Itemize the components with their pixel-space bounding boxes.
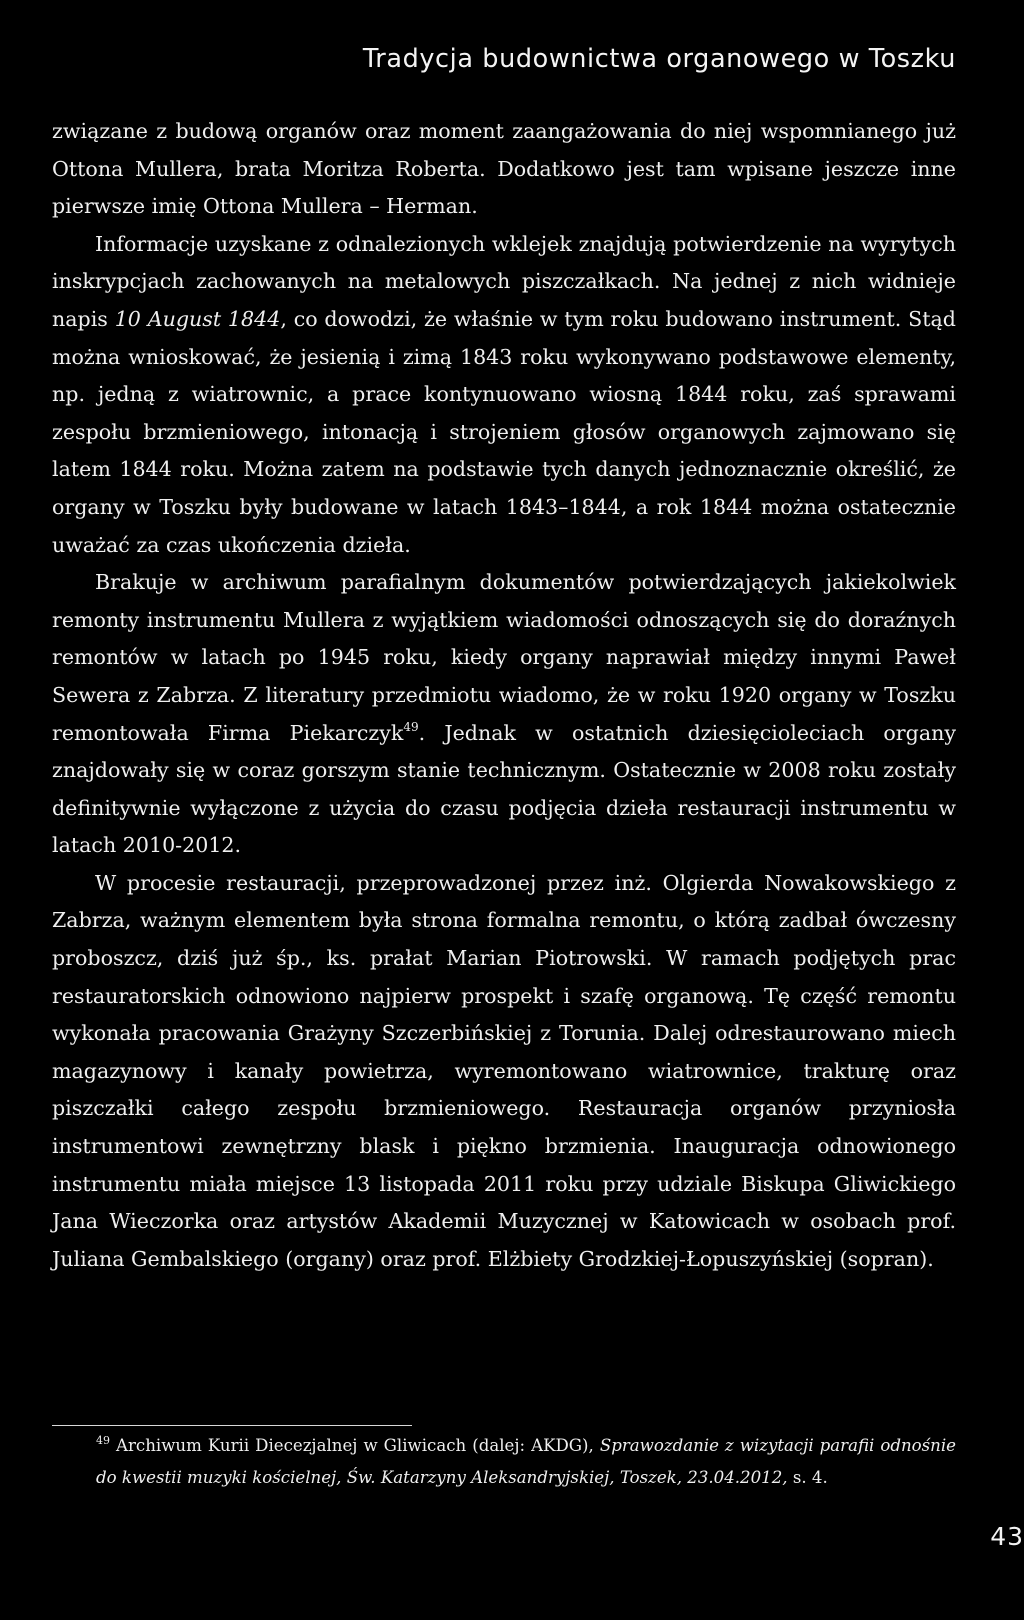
paragraph-2-text: Informacje uzyskane z odnalezionych wklejek znajdują potwierdzenie na wyrytych inskrypcjach zachowanych na metalowych piszczałkach. Na jednej z nich widnieje napis [52, 231, 956, 331]
paragraph-2-text-cont: , co dowodzi, że właśnie w tym roku budowano instrument. Stąd można wnioskować, że jesienią i zimą 1843 roku wykonywano podstawowe elementy, np. jedną z wiatrownic, a prace kontynuowano wiosną 1844 roku, zaś sprawami zespołu brzmieniowego, intonacją i strojeniem głosów organowych zajmowano się latem 1844 roku. Można zatem na podstawie tych danych jednoznacznie określić, że organy w Toszku były budowane w latach 1843–1844, a rok 1844 można ostatecznie uważać za czas ukończenia dzieła. [52, 306, 956, 557]
footnote-page-ref: s. 4. [787, 1468, 828, 1487]
paragraph-4: W procesie restauracji, przeprowadzonej przez inż. Olgierda Nowakowskiego z Zabrza, ważnym elementem była strona formalna remontu, o którą zadbał ówczesny proboszcz, dziś już śp., ks. prałat Marian Piotrowski. W ramach podjętych prac restauratorskich odnowiono najpierw prospekt i szafę organową. Tę część remontu wykonała pracowania Grażyny Szczerbińskiej z Torunia. Dalej odrestaurowano miech magazynowy i kanały powietrza, wyremontowano wiatrownice, trakturę oraz piszczałki całego zespołu brzmieniowego. Restauracja organów przyniosła instrumentowi zewnętrzny blask i piękno brzmienia. Inauguracja odnowionego instrumentu miała miejsce 13 listopada 2011 roku przy udziale Biskupa Gliwickiego Jana Wieczorka oraz artystów Akademii Muzycznej w Katowicach w osobach prof. Juliana Gembalskiego (organy) oraz prof. Elżbiety Grodzkiej-Łopuszyńskiej (sopran). [52, 870, 956, 1271]
paragraph-1: związane z budową organów oraz moment zaangażowania do niej wspomnianego już Ottona Mullera, brata Moritza Roberta. Dodatkowo jest tam wpisane jeszcze inne pierwsze imię Ottona Mullera – Herman. [52, 119, 956, 219]
footnote-divider [52, 1425, 412, 1426]
paragraph-3-text-cont: . Jednak w ostatnich dziesięcioleciach organy znajdowały się w coraz gorszym stanie technicznym. Ostatecznie w 2008 roku zostały definitywnie wyłączone z użycia do czasu podjęcia dzieła restauracji instrumentu w latach 2010-2012. [52, 720, 956, 858]
footnote-number: 49 [96, 1434, 110, 1447]
paragraph-2 [52, 226, 956, 564]
footnote [96, 1431, 956, 1493]
paragraph-3 [52, 564, 956, 865]
paragraph-3-text: Brakuje w archiwum parafialnym dokumentów potwierdzających jakiekolwiek remonty instrumentu Mullera z wyjątkiem wiadomości odnoszących się do doraźnych remontów w latach po 1945 roku, kiedy organy naprawiał między innymi Paweł Sewera z Zabrza. Z literatury przedmiotu wiadomo, że w roku 1920 organy w Toszku remontowała Firma Piekarczyk [52, 570, 956, 745]
footnote-source: Archiwum Kurii Diecezjalnej w Gliwicach (dalej: AKDG), [110, 1436, 600, 1455]
inscription-date: 10 August 1844 [114, 306, 281, 331]
page-number: 43 [990, 1522, 1024, 1551]
body-text [52, 113, 956, 1278]
footnote-reference[interactable]: 49 [403, 719, 419, 734]
footnote-document-title: Sprawozdanie z wizytacji parafii odnośnie do kwestii muzyki kościelnej, Św. Katarzyny Aleksandryjskiej, Toszek, 23.04.2012, [96, 1436, 956, 1487]
running-header: Tradycja budownictwa organowego w Toszku [362, 44, 956, 74]
